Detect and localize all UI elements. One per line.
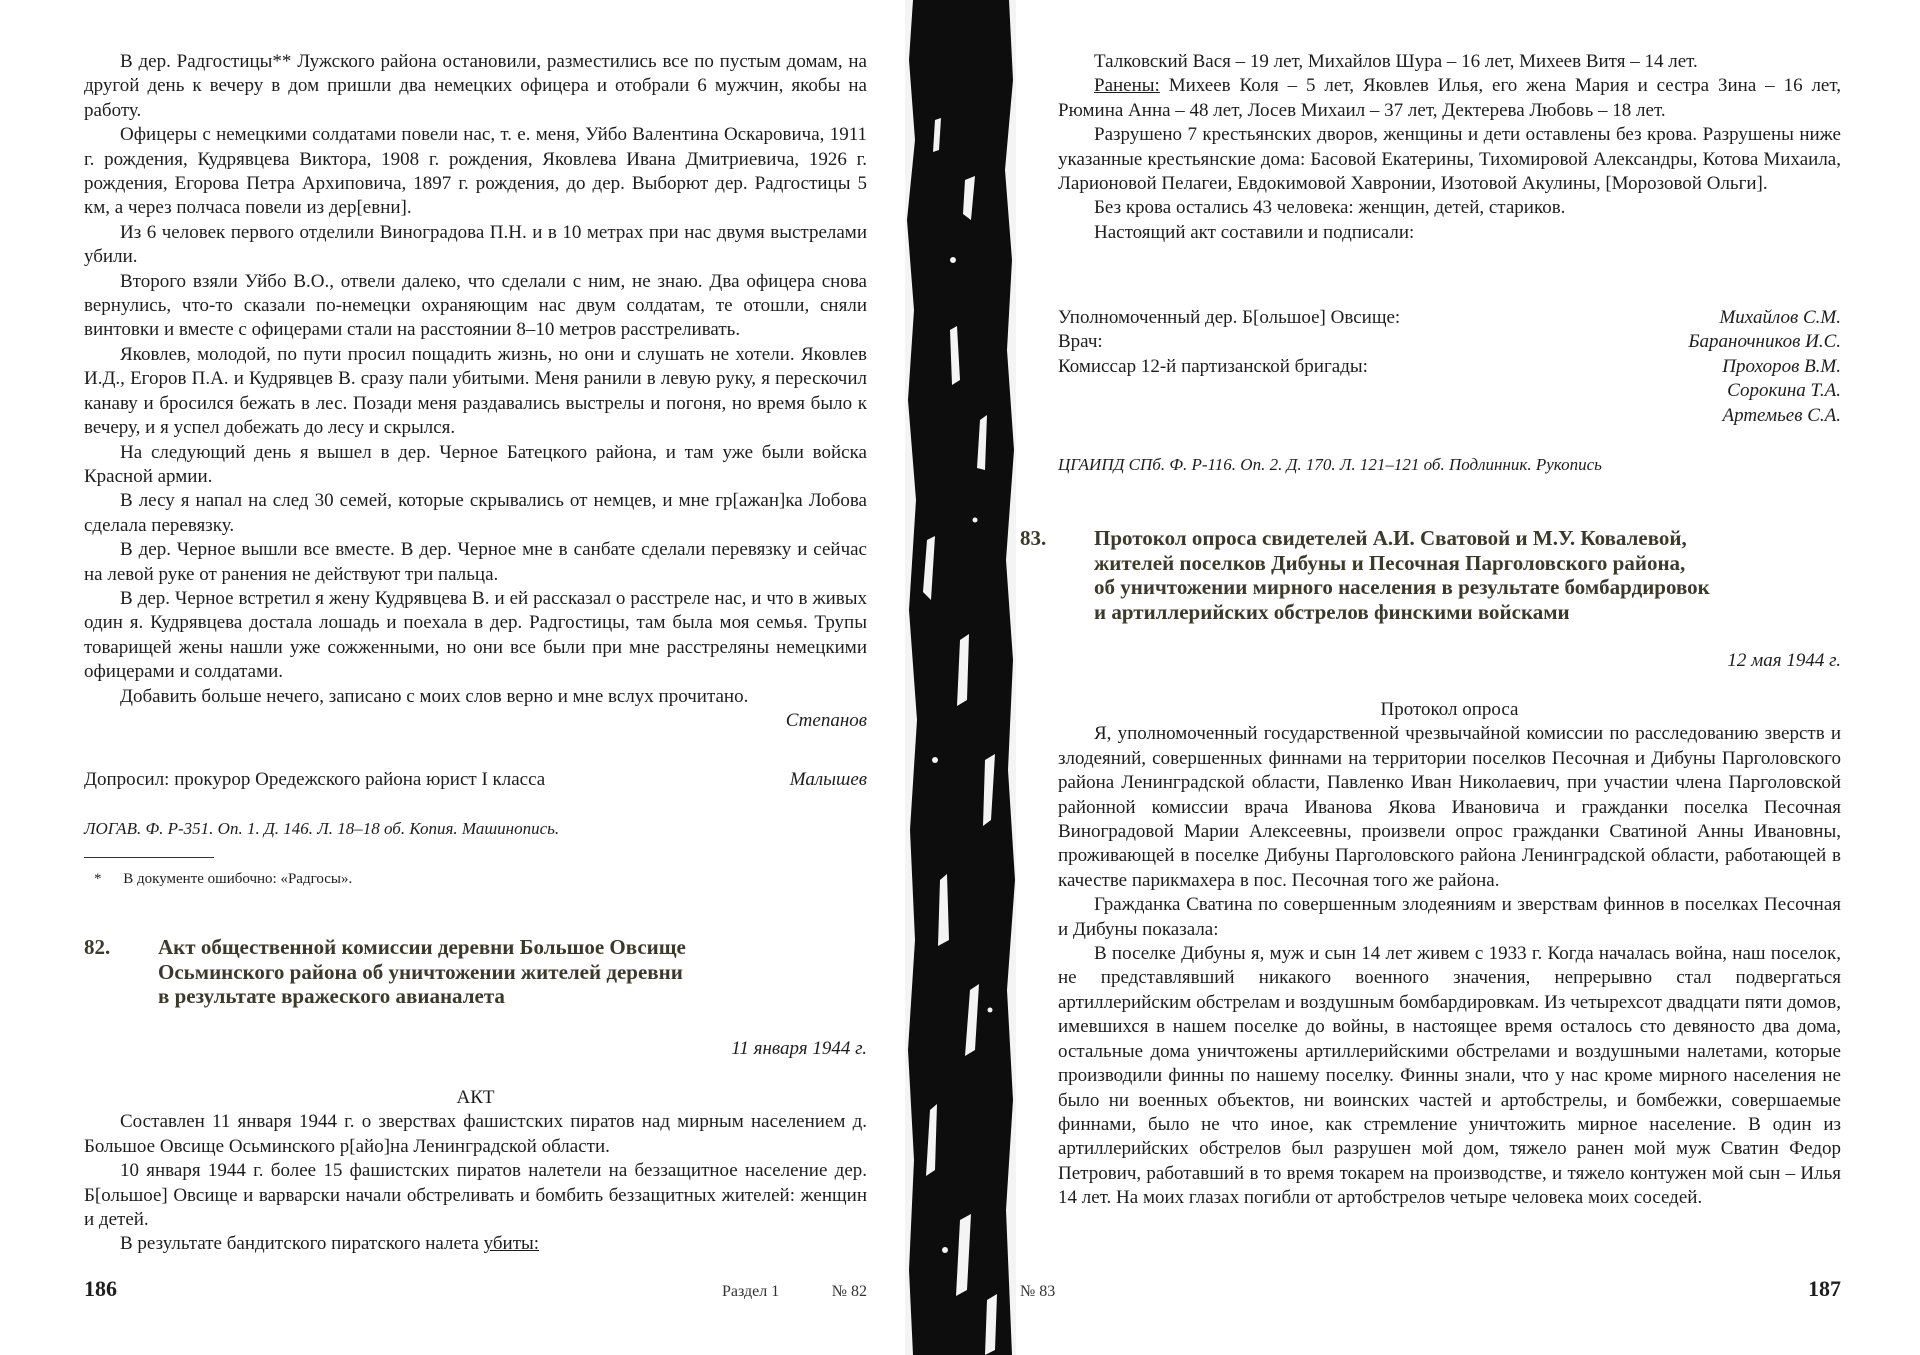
left-footer — [84, 1277, 867, 1303]
signatory-name: Артемьев С.А. — [1722, 404, 1841, 426]
killed-prefix: В результате бандитского пиратского налета — [120, 1233, 484, 1255]
doc-label: № 83 — [1020, 1283, 1056, 1300]
paragraph: Разрушено 7 крестьянских дворов, женщины и дети оставлены без крова. Разрушены ниже указанные крестьянские дома: Басовой Екатерины, Тихомировой Александры, Котова Михаила, Ларионовой Пелагеи, Евдокимовой Хавронии, Изотовой Акулины, [Морозовой Ольги]. — [1058, 124, 1841, 195]
signatory-row — [1058, 355, 1841, 379]
signatories — [1058, 306, 1841, 428]
doc82-body — [84, 1086, 867, 1257]
archive-source: ЛОГАВ. Ф. Р-351. Оп. 1. Д. 146. Л. 18–18 об. Копия. Машинопись. — [84, 819, 560, 838]
left-top-text — [84, 50, 867, 733]
title-line: об уничтожении мирного населения в результате бомбардировок — [1094, 575, 1710, 599]
signatory-name: Сорокина Т.А. — [1727, 380, 1841, 402]
paragraph — [84, 1232, 867, 1256]
doc-label: № 82 — [831, 1283, 867, 1300]
doc82-title — [158, 935, 867, 1009]
signatory-row — [1058, 306, 1841, 330]
paragraph: В дер. Черное встретил я жену Кудрявцева В. и ей рассказал о расстреле нас, и что в живых один я. Кудрявцева достала лошадь и поехала в дер. Радгостицы, там была моя семья. Трупы товарищей жены нашли уже сожженными, но они все были при мне расстреляны немецкими офицерами и солдатами. — [84, 587, 867, 683]
killed-word: убиты: — [483, 1233, 540, 1255]
doc83-number: 83. — [1020, 526, 1047, 550]
signatory-name: Михайлов С.М. — [1719, 307, 1841, 328]
title-line: и артиллерийских обстрелов финскими войсками — [1094, 599, 1570, 624]
signatory-role: Комиссар 12-й партизанской бригады: — [1058, 355, 1368, 377]
title-line: Протокол опроса свидетелей А.И. Сватовой и М.У. Ковалевой, — [1094, 526, 1687, 550]
paragraph: Офицеры с немецкими солдатами повели нас, т. е. меня, Уйбо Валентина Оскаровича, 1911 г. рождения, Кудрявцева Виктора, 1908 г. рождения, Яковлева Ивана Дмитриевича, 1926 г. рождения, Егорова Петра Архиповича, 1897 г. рождения, до дер. Выборют дер. Радгостицы 5 км, а через полчаса повели из дер[евни]. — [84, 124, 867, 219]
signatory-name: Прохоров В.М. — [1722, 355, 1841, 377]
doc82-number: 82. — [84, 935, 111, 959]
paragraph: Яковлев, молодой, по пути просил пощадить жизнь, но они и слушать не хотели. Яковлев И.Д., Егоров П.А. и Кудрявцев В. сразу пали убитыми. Меня ранили в левую руку, я перескочил канаву и бросился бежать в лес. Позади меня раздавались выстрелы и погоня, но время было к вечеру, и я успел добежать до лесу и скрылся. — [84, 343, 867, 439]
paragraph: В поселке Дибуны я, муж и сын 14 лет живем с 1933 г. Когда началась война, наш поселок, не представлявший никакого военного значения, непрерывно стал подвергаться артиллерийским обстрелам и воздушным бомбардировкам. Из четырехсот двадцати пяти домов, имевшихся в нашем поселке до войны, в настоящее время осталось сто девяносто два дома, остальные дома уничтожены артиллерийскими обстрелами и воздушными налетами, которые производили финны по нашему поселку. Финны знали, что у нас кроме мирного населения не было ни военных объектов, ни воинских частей и артобстрелы, и бомбежки, совершаемые финнами, было не что иное, как стремление уничтожить мирное население. В один из артиллерийских обстрелов был разрушен мой дом, тяжело ранен мой муж Сватин Федор Петрович, работавший в то время токарем на производстве, и тяжело контужен мой сын – Илья 14 лет. На моих глазах погибли от артобстрелов четыре человека моих соседей. — [1058, 943, 1841, 1209]
paragraph: Второго взяли Уйбо В.О., отвели далеко, что сделали с ним, не знаю. Два офицера снова вернулись, что-то сказали по-немецки охраняющим нас двум солдатам, те отошли, сняли винтовки и вместе с офицерами стали на расстоянии 8–10 метров расстреливать. — [84, 270, 867, 341]
paragraph: Без крова остались 43 человека: женщин, детей, стариков. — [1094, 197, 1566, 219]
signatory-role: Уполномоченный дер. Б[ольшое] Овсище: — [1058, 307, 1401, 328]
page-number: 187 — [1808, 1276, 1841, 1301]
signatory-row — [1058, 404, 1841, 428]
title-line: жителей поселков Дибуны и Песочная Парголовского района, — [1094, 550, 1686, 575]
interrogator-label: Допросил: прокурор Оредежского района юрист I класса — [84, 769, 546, 790]
doc82-date: 11 января 1944 г. — [731, 1038, 867, 1059]
footnote-text: В документе ошибочно: «Радгосы». — [123, 871, 353, 887]
wounded-text: Михеев Коля – 5 лет, Яковлев Илья, его жена Мария и сестра Зина – 16 лет, Рюмина Анна – 48 лет, Лосев Михаил – 37 лет, Дектерева Любовь – 18 лет. — [1058, 75, 1841, 121]
signer-name: Степанов — [785, 709, 867, 731]
doc83-date: 12 мая 1944 г. — [1727, 650, 1841, 671]
page-number: 186 — [84, 1276, 117, 1301]
footnote-mark: * — [94, 871, 102, 887]
interrogator-name: Малышев — [789, 769, 867, 790]
paragraph: Я, уполномоченный государственной чрезвычайной комиссии по расследованию зверств и злодеяний, совершенных финнами на территории поселков Песочная и Дибуны Парголовского района Ленинградской области, Павленко Иван Николаевич, при участии члена Парголовской районной комиссии врача Иванова Якова Ивановича и гражданки поселка Песочная Виноградовой Марии Алексеевны, произвели опрос гражданки Сватиной Анны Ивановны, проживающей в поселке Дибуны Парголовского района Ленинградской области, работающей в качестве парикмахера в пос. Песочная того же района. — [1058, 723, 1841, 891]
paragraph: Из 6 человек первого отделили Виноградова П.Н. и в 10 метрах при нас двумя выстрелами убили. — [84, 221, 867, 268]
paragraph: Добавить больше нечего, записано с моих слов верно и мне вслух прочитано. — [120, 685, 749, 707]
paragraph: На следующий день я вышел в дер. Черное Батецкого района, и там уже были войска Красной армии. — [84, 441, 867, 487]
right-page — [1020, 0, 1841, 1355]
left-page — [84, 0, 867, 1355]
doc83-body — [1058, 698, 1841, 1211]
archive-source: ЦГАИПД СПб. Ф. Р-116. Оп. 2. Д. 170. Л. 121–121 об. Подлинник. Рукопись — [1058, 455, 1602, 474]
doc82-header — [84, 935, 867, 1009]
doc83-heading: Протокол опроса — [1380, 699, 1519, 720]
interrogation-signature — [84, 768, 867, 792]
wounded-paragraph — [1058, 74, 1841, 123]
title-line: Осьминского района об уничтожении жителей деревни — [158, 959, 683, 984]
paragraph: 10 января 1944 г. более 15 фашистских пиратов налетели на беззащитное население дер. Б[ольшое] Овсище и варварски начали обстреливать и бомбить беззащитных жителей: женщин и детей. — [84, 1160, 867, 1231]
paragraph: В дер. Черное вышли все вместе. В дер. Черное мне в санбате сделали перевязку и сейчас на левой руке от ранения не действуют три пальца. — [84, 539, 867, 585]
section-label: Раздел 1 — [722, 1283, 780, 1300]
doc83-header — [1020, 526, 1841, 624]
book-spine-scan — [905, 0, 1016, 1355]
paragraph: В дер. Радгостицы** Лужского района остановили, разместились все по пустым домам, на другой день к вечеру в дом пришли два немецких офицера и отобрали 6 мужчин, якобы на работу. — [84, 51, 867, 121]
wounded-label: Ранены: — [1094, 75, 1160, 97]
footnote-divider — [84, 857, 214, 858]
doc82-heading: АКТ — [456, 1087, 495, 1108]
right-top-text — [1058, 50, 1841, 245]
title-line: в результате вражеского авианалета — [158, 984, 505, 1008]
signatory-role: Врач: — [1058, 331, 1103, 353]
signatory-row — [1058, 379, 1841, 403]
signatory-row — [1058, 330, 1841, 354]
paragraph: В лесу я напал на след 30 семей, которые скрывались от немцев, и мне гр[ажан]ка Лобова сделала перевязку. — [84, 490, 867, 536]
title-line: Акт общественной комиссии деревни Большое Овсище — [158, 935, 686, 959]
paragraph: Гражданка Сватина по совершенным злодеяниям и зверствам финнов в поселках Песочная и Дибуны показала: — [1058, 894, 1841, 940]
doc83-title — [1094, 526, 1841, 624]
footnote — [94, 867, 867, 891]
signatory-name: Бараночников И.С. — [1688, 331, 1841, 353]
killed-line: Талковский Вася – 19 лет, Михайлов Шура – 16 лет, Михеев Витя – 14 лет. — [1094, 51, 1698, 72]
paragraph: Настоящий акт составили и подписали: — [1094, 221, 1415, 243]
paragraph: Составлен 11 января 1944 г. о зверствах фашистских пиратов над мирным населением д. Большое Овсище Осьминского р[айо]на Ленинградской области. — [84, 1111, 867, 1157]
